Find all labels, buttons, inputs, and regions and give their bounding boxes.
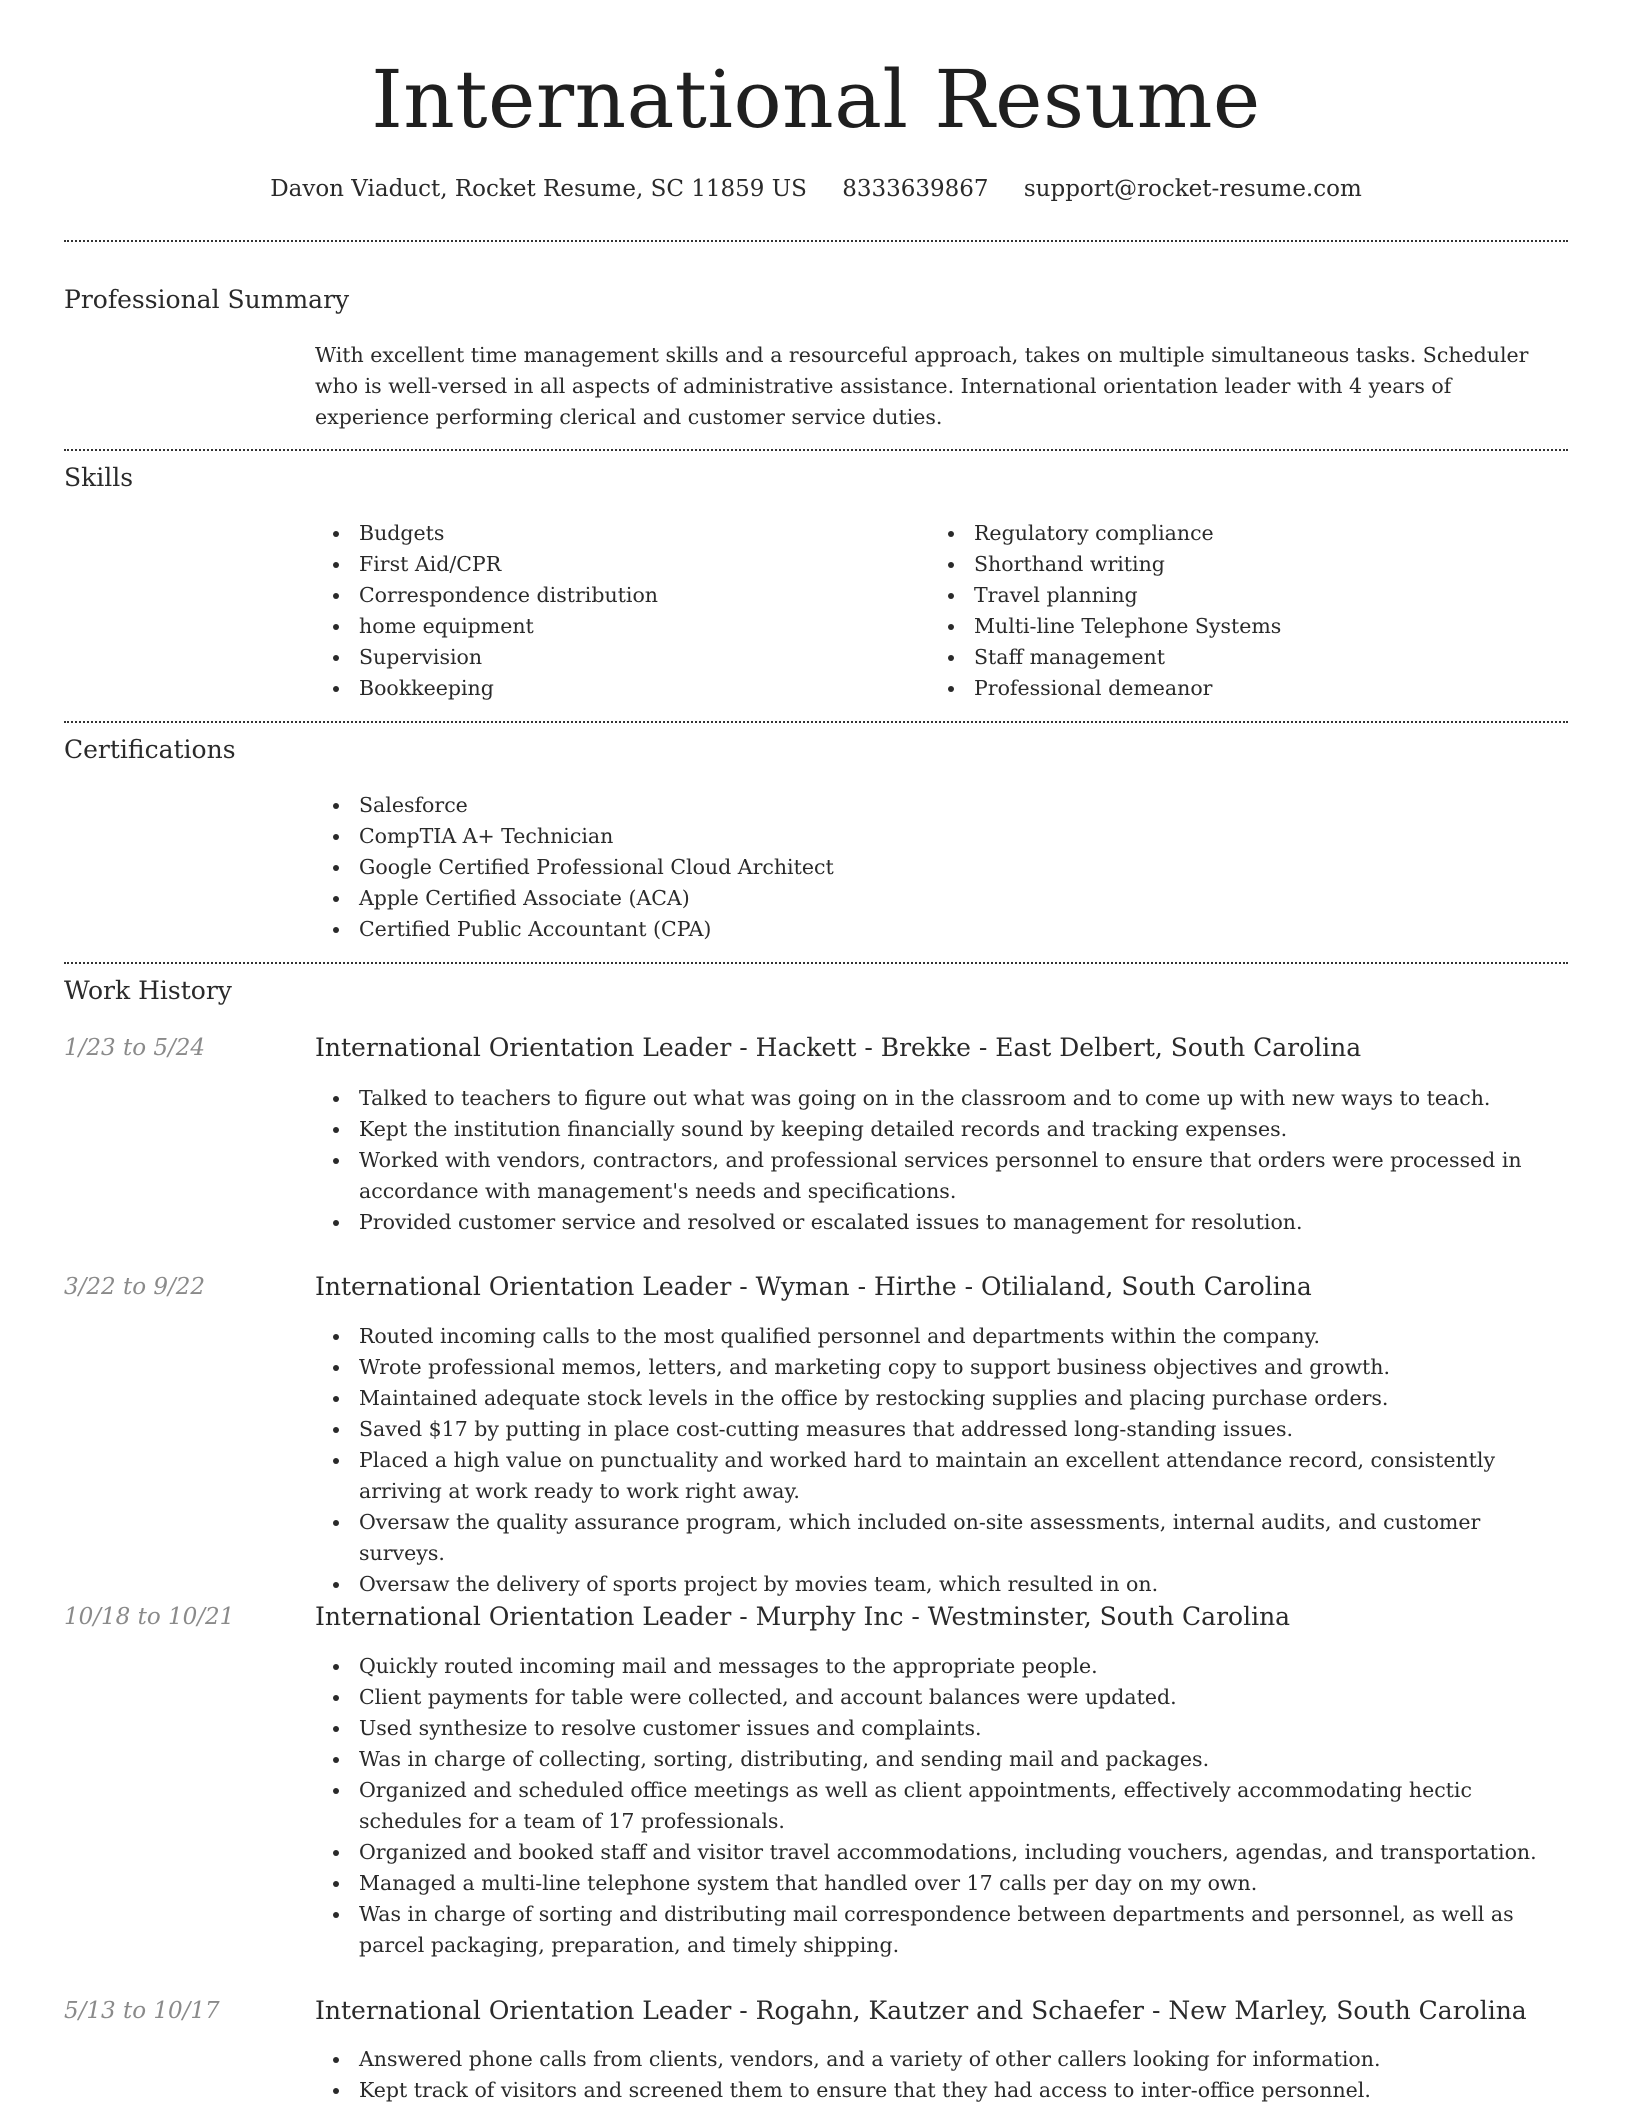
certification-item: Certified Public Accountant (CPA) — [315, 914, 1568, 945]
skill-item: Supervision — [315, 642, 915, 673]
certification-item: Salesforce — [315, 790, 1568, 821]
job-bullet: Organized and scheduled office meetings as well as client appointments, effectively accommodating hectic schedules for a team of 17 professionals. — [315, 1775, 1568, 1837]
job-bullet: Oversaw the quality assurance program, which included on-site assessments, internal audits, and customer surveys. — [315, 1507, 1568, 1569]
job-bullet: Worked with vendors, contractors, and professional services personnel to ensure that orders were processed in accordance with management's needs and specifications. — [315, 1145, 1568, 1207]
skill-item: Staff management — [930, 642, 1568, 673]
job-title: International Orientation Leader - Murphy Inc - Westminster, South Carolina — [315, 1602, 1291, 1631]
job-bullets — [315, 1083, 1568, 1238]
resume-title: International Resume — [371, 53, 1261, 146]
skill-item: home equipment — [315, 611, 915, 642]
job-bullets — [315, 1321, 1568, 1600]
contact-email: support@rocket-resume.com — [1023, 176, 1362, 202]
job-dates: 5/13 to 10/17 — [64, 1998, 220, 2024]
certification-item: Apple Certified Associate (ACA) — [315, 883, 1568, 914]
job-bullet: Client payments for table were collected, and account balances were updated. — [315, 1682, 1568, 1713]
job-bullet: Provided customer service and resolved or escalated issues to management for resolution. — [315, 1207, 1568, 1238]
certifications-heading: Certifications — [64, 735, 236, 764]
job-bullet: Managed a multi-line telephone system that handled over 17 calls per day on my own. — [315, 1868, 1568, 1899]
job-bullet: Oversaw the delivery of sports project by movies team, which resulted in on. — [315, 1569, 1568, 1600]
job-bullet: Used synthesize to resolve customer issues and complaints. — [315, 1713, 1568, 1744]
job-bullet: Maintained adequate stock levels in the office by restocking supplies and placing purchase orders. — [315, 1383, 1568, 1414]
skills-heading: Skills — [64, 463, 134, 492]
job-bullet: Talked to teachers to figure out what was going on in the classroom and to come up with new ways to teach. — [315, 1083, 1568, 1114]
certification-item: Google Certified Professional Cloud Architect — [315, 852, 1568, 883]
skills-list-right — [930, 518, 1568, 704]
job-title: International Orientation Leader - Hackett - Brekke - East Delbert, South Carolina — [315, 1033, 1362, 1062]
job-dates: 3/22 to 9/22 — [64, 1274, 206, 1300]
contact-phone: 8333639867 — [842, 176, 989, 202]
job-bullet: Quickly routed incoming mail and messages to the appropriate people. — [315, 1651, 1568, 1682]
skill-item: Multi-line Telephone Systems — [930, 611, 1568, 642]
job-bullet: Kept track of visitors and screened them to ensure that they had access to inter-office personnel. — [315, 2075, 1568, 2106]
skill-item: Bookkeeping — [315, 673, 915, 704]
job-dates: 10/18 to 10/21 — [64, 1604, 235, 1630]
job-bullets — [315, 1651, 1568, 1961]
summary-text: With excellent time management skills and a resourceful approach, takes on multiple simultaneous tasks. Scheduler who is well-versed in all aspects of administrative assistance. International orientation leader with 4 years of experience performing clerical and customer service duties. — [315, 343, 1529, 429]
section-divider — [64, 721, 1568, 723]
contact-line — [64, 172, 1568, 206]
contact-address: Davon Viaduct, Rocket Resume, SC 11859 US — [270, 176, 807, 202]
summary-heading: Professional Summary — [64, 285, 350, 314]
job-title: International Orientation Leader - Wyman - Hirthe - Otilialand, South Carolina — [315, 1272, 1312, 1301]
certifications-list — [315, 790, 1568, 945]
job-bullet: Answered phone calls from clients, vendors, and a variety of other callers looking for information. — [315, 2044, 1568, 2075]
certification-item: CompTIA A+ Technician — [315, 821, 1568, 852]
section-divider — [64, 240, 1568, 242]
skill-item: Travel planning — [930, 580, 1568, 611]
skill-item: Correspondence distribution — [315, 580, 915, 611]
job-bullet: Organized and booked staff and visitor travel accommodations, including vouchers, agendas, and transportation. — [315, 1837, 1568, 1868]
job-dates: 1/23 to 5/24 — [64, 1035, 206, 1061]
skill-item: First Aid/CPR — [315, 549, 915, 580]
skill-item: Professional demeanor — [930, 673, 1568, 704]
job-bullet: Routed incoming calls to the most qualified personnel and departments within the company. — [315, 1321, 1568, 1352]
skills-list-left — [315, 518, 915, 704]
section-divider — [64, 962, 1568, 964]
work-history-heading: Work History — [64, 976, 232, 1005]
job-bullet: Was in charge of sorting and distributing mail correspondence between departments and personnel, as well as parcel packaging, preparation, and timely shipping. — [315, 1899, 1568, 1961]
section-divider — [64, 449, 1568, 451]
skill-item: Regulatory compliance — [930, 518, 1568, 549]
job-bullet: Saved $17 by putting in place cost-cutting measures that addressed long-standing issues. — [315, 1414, 1568, 1445]
job-bullet: Was in charge of collecting, sorting, distributing, and sending mail and packages. — [315, 1744, 1568, 1775]
job-bullets — [315, 2044, 1568, 2106]
skill-item: Budgets — [315, 518, 915, 549]
job-bullet: Kept the institution financially sound by keeping detailed records and tracking expenses. — [315, 1114, 1568, 1145]
job-bullet: Wrote professional memos, letters, and marketing copy to support business objectives and growth. — [315, 1352, 1568, 1383]
skill-item: Shorthand writing — [930, 549, 1568, 580]
job-title: International Orientation Leader - Rogahn, Kautzer and Schaefer - New Marley, South Carolina — [315, 1996, 1527, 2025]
job-bullet: Placed a high value on punctuality and worked hard to maintain an excellent attendance record, consistently arriving at work ready to work right away. — [315, 1445, 1568, 1507]
